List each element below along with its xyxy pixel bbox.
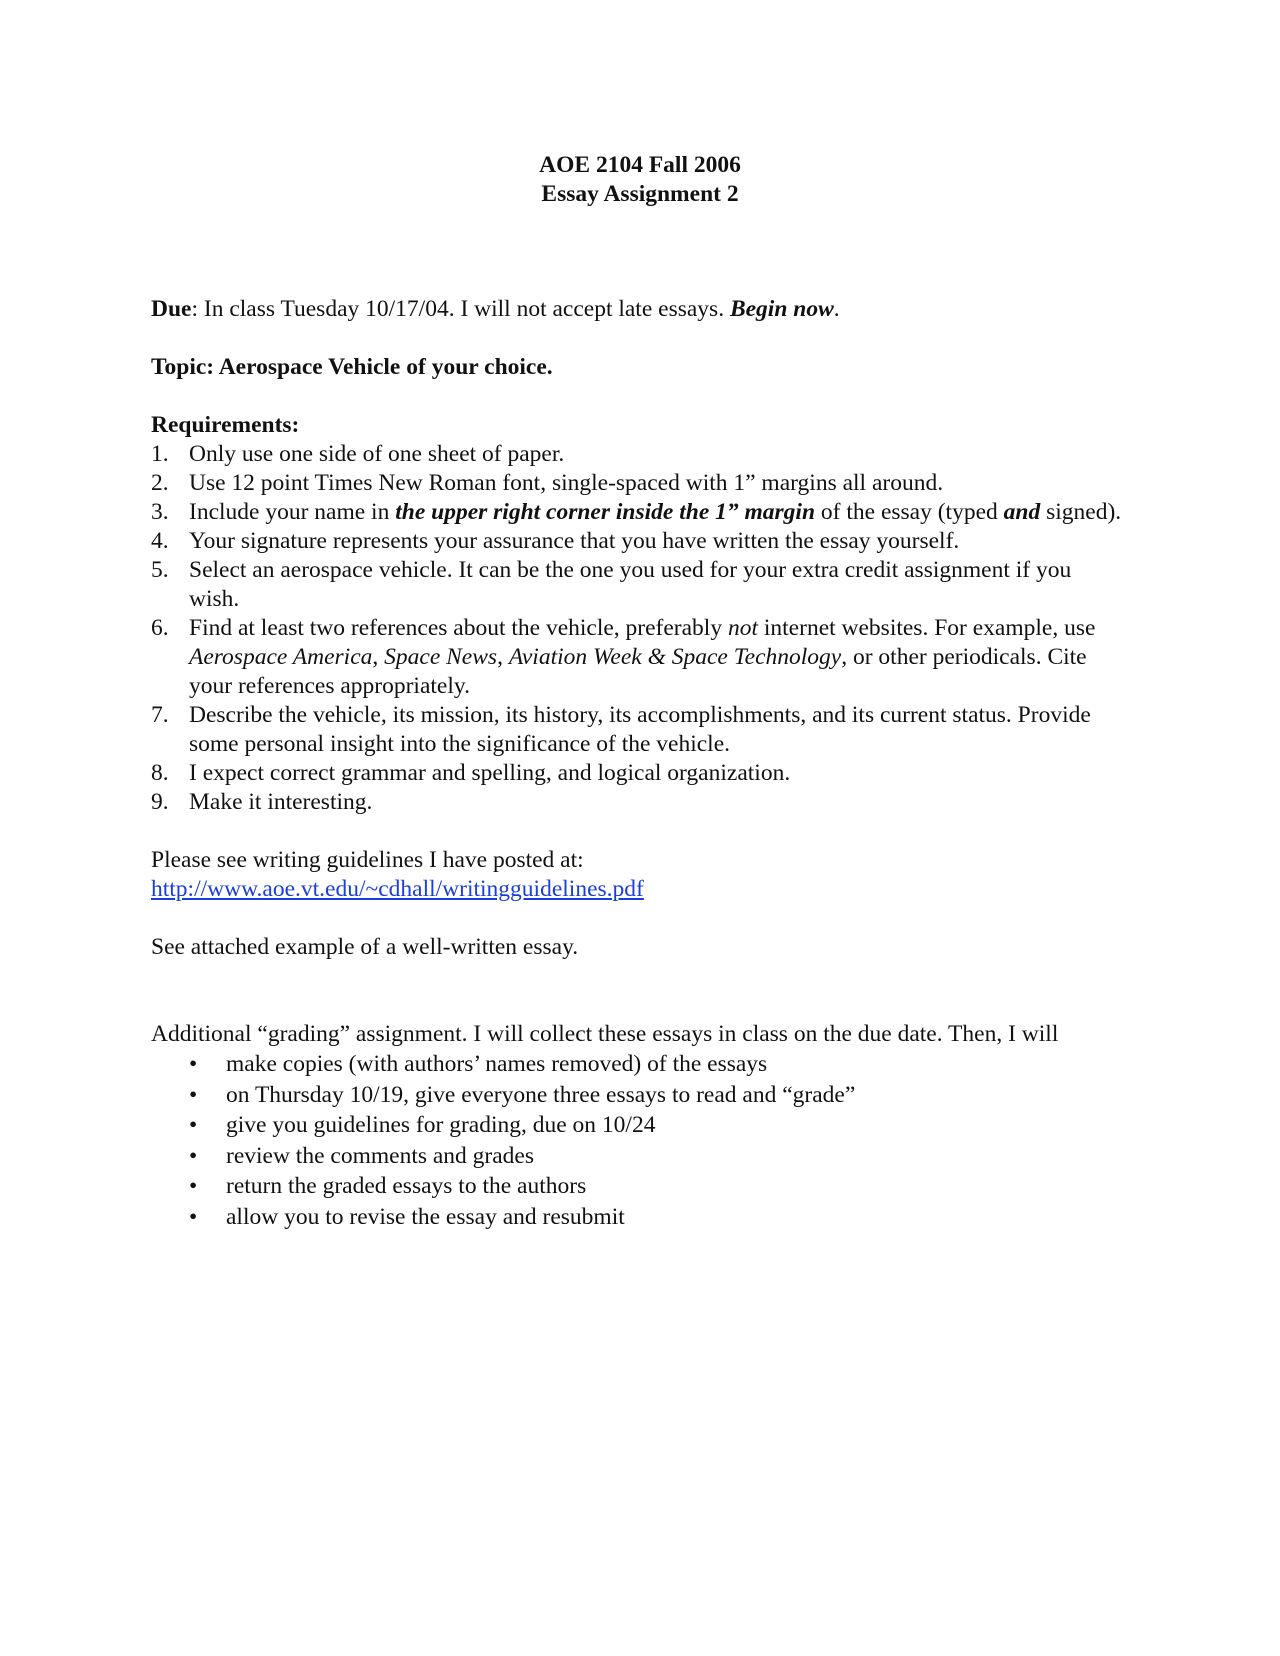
item-text: review the comments and grades [226,1142,535,1169]
item-text: Include your name in [189,499,396,525]
item-text: Select an aerospace vehicle. It can be the one you used for your extra credit assignment if you wish. [189,557,1072,612]
item-text: , [497,644,509,670]
due-line [151,295,1126,324]
bullet-icon: • [189,1203,198,1230]
due-text: : In class Tuesday 10/17/04. I will not accept late essays. [191,296,730,322]
guidelines-text: Please see writing guidelines I have posted at: [151,847,584,873]
bullet-icon: • [189,1112,198,1138]
requirements-heading: Requirements: [151,412,300,438]
item-italic: Space News [384,644,498,670]
item-text: , [372,644,385,670]
course-title: AOE 2104 Fall 2006 [539,152,741,178]
item-text: I expect correct grammar and spelling, and logical organization. [189,760,791,786]
guidelines-link-line [151,875,1126,904]
item-italic: Aviation Week & Space Technology [508,644,842,670]
list-item [151,1110,1126,1141]
item-text: give you guidelines for grading, due on 10/24 [226,1112,656,1138]
item-number: 4. [151,528,169,554]
list-item [151,1141,1126,1172]
guidelines-link[interactable]: http://www.aoe.vt.edu/~cdhall/writingguidelines.pdf [151,876,644,902]
item-number: 7. [151,702,169,728]
item-emphasis: the upper right corner inside the 1” margin [395,499,816,525]
grading-task-list [151,1049,1126,1232]
list-item [151,701,1126,759]
item-text: make copies (with authors’ names removed) of the essays [226,1051,768,1077]
bullet-icon: • [189,1081,198,1108]
item-text: internet websites. For example, use [758,615,1096,641]
list-item [151,759,1126,788]
item-text: , or other periodicals. Cite your references appropriately. [189,644,1087,699]
list-item [151,1049,1126,1080]
document-body [151,295,1126,1232]
item-text: Find at least two references about the vehicle, preferably [189,615,728,641]
list-item [151,527,1126,556]
due-end: . [833,296,840,322]
item-text: allow you to revise the essay and resubmit [226,1203,625,1230]
item-emphasis: and [1003,499,1041,525]
list-item [151,469,1126,498]
requirements-list [151,440,1126,817]
list-item [151,614,1126,701]
item-italic: Aerospace America [189,644,373,670]
example-text: See attached example of a well-written essay. [151,934,579,960]
due-emphasis: Begin now [729,296,834,322]
item-number: 9. [151,789,169,815]
item-text: Your signature represents your assurance that you have written the essay yourself. [189,528,960,554]
item-text: of the essay (typed [815,499,1004,525]
item-text: Only use one side of one sheet of paper. [189,441,565,467]
list-item [151,498,1126,527]
list-item [151,1080,1126,1111]
item-text: return the graded essays to the authors [226,1173,587,1199]
list-item [151,440,1126,469]
item-italic: not [727,615,758,641]
item-text: on Thursday 10/19, give everyone three essays to read and “grade” [226,1081,856,1108]
item-number: 1. [151,441,169,467]
item-text: signed). [1040,499,1122,525]
item-number: 3. [151,499,169,525]
list-item [151,556,1126,614]
topic-line: Topic: Aerospace Vehicle of your choice. [151,354,553,380]
item-number: 8. [151,760,169,786]
due-label: Due [151,296,192,322]
item-text: Make it interesting. [189,789,373,815]
bullet-icon: • [189,1051,198,1077]
list-item [151,788,1126,817]
list-item [151,1171,1126,1202]
item-number: 2. [151,470,169,496]
assignment-title: Essay Assignment 2 [541,181,739,207]
item-number: 6. [151,615,169,641]
item-text: Describe the vehicle, its mission, its history, its accomplishments, and its current status. Provide some personal insight into the significance of the vehicle. [189,702,1091,757]
document-title [0,151,1280,209]
list-item [151,1202,1126,1233]
bullet-icon: • [189,1173,198,1199]
additional-intro: Additional “grading” assignment. I will collect these essays in class on the due date. Then, I will [151,1021,1059,1047]
bullet-icon: • [189,1142,198,1169]
item-text: Use 12 point Times New Roman font, single-spaced with 1” margins all around. [189,470,944,496]
item-number: 5. [151,557,169,583]
